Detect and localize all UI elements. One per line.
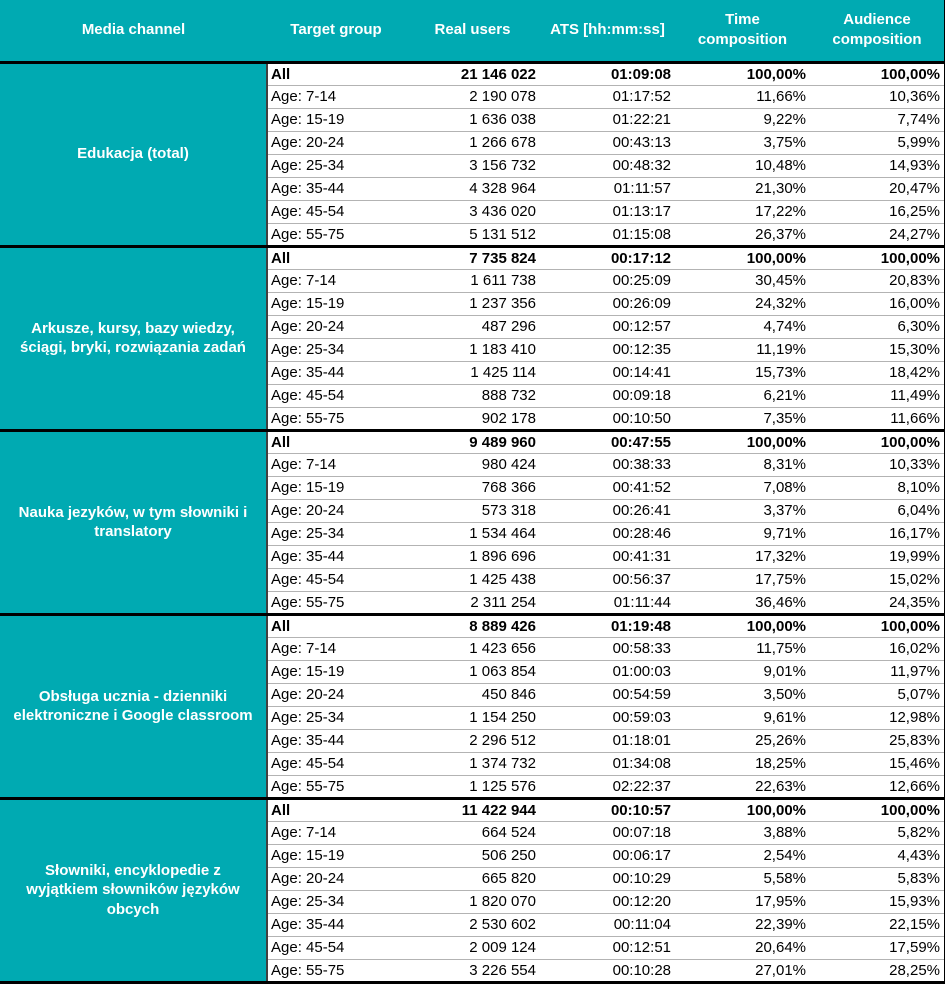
time-composition-cell: 17,22% <box>675 200 810 223</box>
audience-composition-cell: 15,30% <box>810 338 945 361</box>
channel-group <box>0 614 945 798</box>
real-users-cell: 902 178 <box>405 407 540 430</box>
time-composition-cell: 7,08% <box>675 476 810 499</box>
time-composition-cell: 5,58% <box>675 867 810 890</box>
real-users-cell: 1 611 738 <box>405 269 540 292</box>
time-composition-cell: 9,22% <box>675 108 810 131</box>
audience-composition-cell: 10,36% <box>810 85 945 108</box>
ats-cell: 00:41:52 <box>540 476 675 499</box>
total-row <box>0 614 945 637</box>
target-group-cell: Age: 7-14 <box>267 453 405 476</box>
ats-cell: 00:09:18 <box>540 384 675 407</box>
time-composition-cell: 36,46% <box>675 591 810 614</box>
audience-composition-cell: 5,83% <box>810 867 945 890</box>
ats-cell: 00:12:57 <box>540 315 675 338</box>
target-group-cell: Age: 55-75 <box>267 407 405 430</box>
target-group-cell: Age: 20-24 <box>267 683 405 706</box>
ats-cell: 00:11:04 <box>540 913 675 936</box>
media-channel-cell: Edukacja (total) <box>0 62 267 246</box>
real-users-cell: 21 146 022 <box>460 65 536 83</box>
real-users-cell: 1 425 114 <box>405 361 540 384</box>
time-composition-cell: 11,19% <box>675 338 810 361</box>
audience-composition-cell: 15,93% <box>810 890 945 913</box>
audience-composition-cell: 15,46% <box>810 752 945 775</box>
real-users-cell: 2 190 078 <box>405 85 540 108</box>
media-channel-cell: Nauka jezyków, w tym słowniki i translatory <box>0 430 267 614</box>
media-channel-cell: Słowniki, encyklopedie z wyjątkiem słowników języków obcych <box>0 798 267 982</box>
ats-cell: 00:12:51 <box>540 936 675 959</box>
time-composition-cell: 9,61% <box>675 706 810 729</box>
target-group-cell: Age: 35-44 <box>267 729 405 752</box>
target-group-cell: Age: 55-75 <box>267 959 405 982</box>
time-composition-cell: 17,95% <box>675 890 810 913</box>
ats-cell: 01:17:52 <box>540 85 675 108</box>
audience-composition-cell: 8,10% <box>810 476 945 499</box>
ats-cell: 01:00:03 <box>540 660 675 683</box>
real-users-cell: 1 636 038 <box>405 108 540 131</box>
target-group-cell: Age: 45-54 <box>267 200 405 223</box>
time-composition-cell: 3,75% <box>675 131 810 154</box>
audience-composition-cell: 20,47% <box>810 177 945 200</box>
target-group-cell: All <box>271 65 291 83</box>
real-users-cell: 1 374 732 <box>405 752 540 775</box>
ats-cell: 01:19:48 <box>610 617 671 635</box>
real-users-cell: 1 425 438 <box>405 568 540 591</box>
time-composition-cell: 20,64% <box>675 936 810 959</box>
audience-composition-cell: 14,93% <box>810 154 945 177</box>
ats-cell: 00:26:09 <box>540 292 675 315</box>
real-users-cell: 506 250 <box>405 844 540 867</box>
audience-composition-cell: 15,02% <box>810 568 945 591</box>
audience-composition-cell: 100,00% <box>880 617 940 635</box>
audience-composition-cell: 11,97% <box>810 660 945 683</box>
real-users-cell: 980 424 <box>405 453 540 476</box>
audience-composition-cell: 5,99% <box>810 131 945 154</box>
real-users-cell: 1 237 356 <box>405 292 540 315</box>
ats-cell: 00:07:18 <box>540 821 675 844</box>
time-composition-cell: 24,32% <box>675 292 810 315</box>
target-group-cell: Age: 7-14 <box>267 637 405 660</box>
col-header-ats: ATS [hh:mm:ss] <box>540 0 675 62</box>
target-group-cell: Age: 55-75 <box>267 591 405 614</box>
ats-cell: 01:09:08 <box>610 65 671 83</box>
time-composition-cell: 3,50% <box>675 683 810 706</box>
channel-group <box>0 246 945 430</box>
time-composition-cell: 11,66% <box>675 85 810 108</box>
real-users-cell: 450 846 <box>405 683 540 706</box>
real-users-cell: 8 889 426 <box>469 617 536 635</box>
ats-cell: 00:26:41 <box>540 499 675 522</box>
time-composition-cell: 22,63% <box>675 775 810 798</box>
ats-cell: 00:43:13 <box>540 131 675 154</box>
total-row <box>0 246 945 269</box>
time-composition-cell: 15,73% <box>675 361 810 384</box>
time-composition-cell: 27,01% <box>675 959 810 982</box>
audience-composition-cell: 7,74% <box>810 108 945 131</box>
audience-composition-cell: 28,25% <box>810 959 945 982</box>
real-users-cell: 9 489 960 <box>469 433 536 451</box>
real-users-cell: 1 154 250 <box>405 706 540 729</box>
target-group-cell: Age: 20-24 <box>267 867 405 890</box>
audience-composition-cell: 100,00% <box>880 801 940 819</box>
ats-cell: 00:25:09 <box>540 269 675 292</box>
real-users-cell: 1 183 410 <box>405 338 540 361</box>
time-composition-cell: 17,75% <box>675 568 810 591</box>
time-composition-cell: 22,39% <box>675 913 810 936</box>
target-group-cell: Age: 15-19 <box>267 108 405 131</box>
channel-group <box>0 430 945 614</box>
ats-cell: 00:48:32 <box>540 154 675 177</box>
time-composition-cell: 10,48% <box>675 154 810 177</box>
target-group-cell: Age: 15-19 <box>267 476 405 499</box>
real-users-cell: 1 266 678 <box>405 131 540 154</box>
real-users-cell: 5 131 512 <box>405 223 540 246</box>
audience-composition-cell: 18,42% <box>810 361 945 384</box>
target-group-cell: Age: 25-34 <box>267 522 405 545</box>
media-channel-cell: Obsługa ucznia - dzienniki elektroniczne i Google classroom <box>0 614 267 798</box>
real-users-cell: 1 820 070 <box>405 890 540 913</box>
real-users-cell: 1 063 854 <box>405 660 540 683</box>
ats-cell: 02:22:37 <box>540 775 675 798</box>
time-composition-cell: 9,01% <box>675 660 810 683</box>
time-composition-cell: 100,00% <box>746 617 806 635</box>
target-group-cell: Age: 45-54 <box>267 384 405 407</box>
ats-cell: 00:10:28 <box>540 959 675 982</box>
ats-cell: 00:47:55 <box>610 433 671 451</box>
real-users-cell: 11 422 944 <box>461 801 536 819</box>
real-users-cell: 1 125 576 <box>405 775 540 798</box>
ats-cell: 01:11:44 <box>540 591 675 614</box>
target-group-cell: Age: 45-54 <box>267 568 405 591</box>
audience-composition-cell: 100,00% <box>880 249 940 267</box>
real-users-cell: 2 530 602 <box>405 913 540 936</box>
target-group-cell: All <box>271 801 291 819</box>
target-group-cell: Age: 25-34 <box>267 338 405 361</box>
real-users-cell: 1 534 464 <box>405 522 540 545</box>
ats-cell: 00:14:41 <box>540 361 675 384</box>
target-group-cell: Age: 15-19 <box>267 292 405 315</box>
header-row <box>0 0 945 62</box>
media-channel-cell: Arkusze, kursy, bazy wiedzy, ściągi, bryki, rozwiązania zadań <box>0 246 267 430</box>
ats-cell: 01:15:08 <box>540 223 675 246</box>
real-users-cell: 2 296 512 <box>405 729 540 752</box>
audience-composition-cell: 100,00% <box>880 65 940 83</box>
target-group-cell: Age: 35-44 <box>267 913 405 936</box>
ats-cell: 00:12:20 <box>540 890 675 913</box>
audience-composition-cell: 11,49% <box>810 384 945 407</box>
target-group-cell: Age: 45-54 <box>267 752 405 775</box>
real-users-cell: 1 896 696 <box>405 545 540 568</box>
ats-cell: 00:10:57 <box>610 801 671 819</box>
time-composition-cell: 26,37% <box>675 223 810 246</box>
ats-cell: 00:12:35 <box>540 338 675 361</box>
ats-cell: 01:22:21 <box>540 108 675 131</box>
ats-cell: 00:58:33 <box>540 637 675 660</box>
target-group-cell: Age: 7-14 <box>267 85 405 108</box>
real-users-cell: 768 366 <box>405 476 540 499</box>
target-group-cell: Age: 25-34 <box>267 154 405 177</box>
real-users-cell: 664 524 <box>405 821 540 844</box>
real-users-cell: 1 423 656 <box>405 637 540 660</box>
target-group-cell: Age: 45-54 <box>267 936 405 959</box>
target-group-cell: Age: 55-75 <box>267 223 405 246</box>
audience-composition-cell: 10,33% <box>810 453 945 476</box>
target-group-cell: Age: 25-34 <box>267 890 405 913</box>
audience-composition-cell: 16,00% <box>810 292 945 315</box>
col-header-media-channel: Media channel <box>0 0 267 62</box>
ats-cell: 00:10:50 <box>540 407 675 430</box>
total-row <box>0 430 945 453</box>
target-group-cell: Age: 20-24 <box>267 315 405 338</box>
real-users-cell: 665 820 <box>405 867 540 890</box>
total-row <box>0 798 945 821</box>
audience-composition-cell: 25,83% <box>810 729 945 752</box>
ats-cell: 01:13:17 <box>540 200 675 223</box>
ats-cell: 00:10:29 <box>540 867 675 890</box>
target-group-cell: Age: 20-24 <box>267 499 405 522</box>
audience-composition-cell: 16,02% <box>810 637 945 660</box>
ats-cell: 01:11:57 <box>540 177 675 200</box>
time-composition-cell: 100,00% <box>746 433 806 451</box>
audience-composition-cell: 16,25% <box>810 200 945 223</box>
time-composition-cell: 8,31% <box>675 453 810 476</box>
audience-composition-cell: 4,43% <box>810 844 945 867</box>
ats-cell: 00:56:37 <box>540 568 675 591</box>
target-group-cell: Age: 15-19 <box>267 844 405 867</box>
audience-composition-cell: 22,15% <box>810 913 945 936</box>
real-users-cell: 3 226 554 <box>405 959 540 982</box>
audience-composition-cell: 20,83% <box>810 269 945 292</box>
time-composition-cell: 17,32% <box>675 545 810 568</box>
real-users-cell: 3 156 732 <box>405 154 540 177</box>
total-row <box>0 62 945 85</box>
audience-composition-cell: 12,66% <box>810 775 945 798</box>
target-group-cell: Age: 35-44 <box>267 177 405 200</box>
col-header-real-users: Real users <box>405 0 540 62</box>
audience-composition-cell: 24,27% <box>810 223 945 246</box>
time-composition-cell: 21,30% <box>675 177 810 200</box>
time-composition-cell: 9,71% <box>675 522 810 545</box>
table-header <box>0 0 945 62</box>
time-composition-cell: 7,35% <box>675 407 810 430</box>
real-users-cell: 7 735 824 <box>469 249 536 267</box>
target-group-cell: Age: 20-24 <box>267 131 405 154</box>
real-users-cell: 487 296 <box>405 315 540 338</box>
ats-cell: 00:38:33 <box>540 453 675 476</box>
ats-cell: 01:18:01 <box>540 729 675 752</box>
audience-composition-cell: 5,07% <box>810 683 945 706</box>
time-composition-cell: 3,88% <box>675 821 810 844</box>
target-group-cell: Age: 55-75 <box>267 775 405 798</box>
time-composition-cell: 11,75% <box>675 637 810 660</box>
audience-composition-cell: 6,30% <box>810 315 945 338</box>
ats-cell: 00:28:46 <box>540 522 675 545</box>
time-composition-cell: 25,26% <box>675 729 810 752</box>
real-users-cell: 4 328 964 <box>405 177 540 200</box>
ats-cell: 00:06:17 <box>540 844 675 867</box>
time-composition-cell: 2,54% <box>675 844 810 867</box>
audience-composition-cell: 6,04% <box>810 499 945 522</box>
real-users-cell: 3 436 020 <box>405 200 540 223</box>
time-composition-cell: 30,45% <box>675 269 810 292</box>
real-users-cell: 888 732 <box>405 384 540 407</box>
ats-cell: 00:59:03 <box>540 706 675 729</box>
target-group-cell: All <box>271 433 291 451</box>
target-group-cell: Age: 35-44 <box>267 361 405 384</box>
real-users-cell: 2 311 254 <box>405 591 540 614</box>
time-composition-cell: 4,74% <box>675 315 810 338</box>
real-users-cell: 573 318 <box>405 499 540 522</box>
time-composition-cell: 3,37% <box>675 499 810 522</box>
col-header-time-composition: Time composition <box>675 0 810 62</box>
audience-composition-cell: 17,59% <box>810 936 945 959</box>
audience-composition-cell: 5,82% <box>810 821 945 844</box>
audience-composition-cell: 100,00% <box>880 433 940 451</box>
channel-group <box>0 62 945 246</box>
target-group-cell: Age: 25-34 <box>267 706 405 729</box>
target-group-cell: All <box>271 249 291 267</box>
channel-group <box>0 798 945 982</box>
target-group-cell: Age: 35-44 <box>267 545 405 568</box>
target-group-cell: All <box>271 617 291 635</box>
audience-composition-cell: 11,66% <box>810 407 945 430</box>
target-group-cell: Age: 7-14 <box>267 269 405 292</box>
time-composition-cell: 100,00% <box>746 801 806 819</box>
ats-cell: 01:34:08 <box>540 752 675 775</box>
ats-cell: 00:17:12 <box>610 249 671 267</box>
real-users-cell: 2 009 124 <box>405 936 540 959</box>
audience-composition-cell: 24,35% <box>810 591 945 614</box>
audience-composition-cell: 19,99% <box>810 545 945 568</box>
audience-composition-cell: 12,98% <box>810 706 945 729</box>
ats-cell: 00:54:59 <box>540 683 675 706</box>
time-composition-cell: 18,25% <box>675 752 810 775</box>
col-header-target-group: Target group <box>267 0 405 62</box>
target-group-cell: Age: 15-19 <box>267 660 405 683</box>
ats-cell: 00:41:31 <box>540 545 675 568</box>
time-composition-cell: 6,21% <box>675 384 810 407</box>
time-composition-cell: 100,00% <box>746 249 806 267</box>
col-header-audience-composition: Audience composition <box>810 0 945 62</box>
audience-composition-cell: 16,17% <box>810 522 945 545</box>
target-group-cell: Age: 7-14 <box>267 821 405 844</box>
time-composition-cell: 100,00% <box>746 65 806 83</box>
